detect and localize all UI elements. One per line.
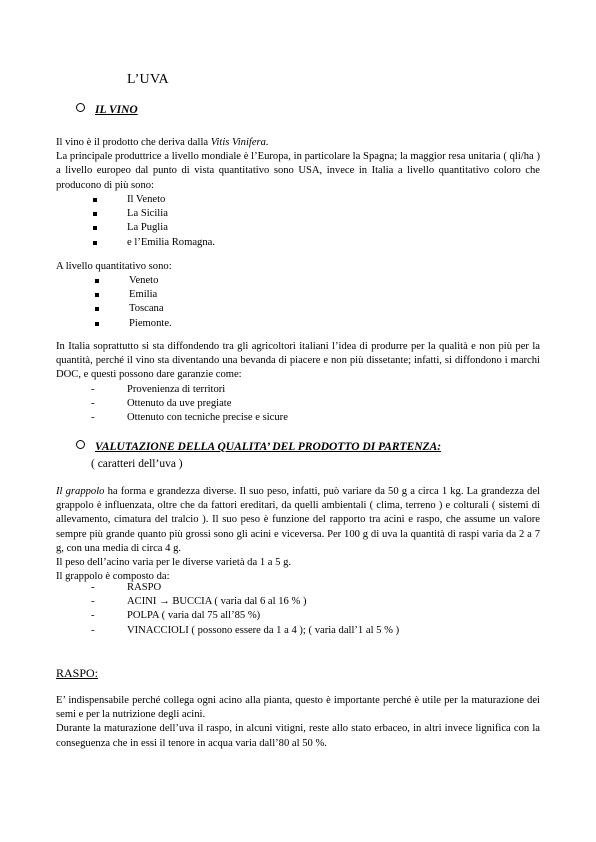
list-item xyxy=(88,581,399,595)
circle-bullet-icon xyxy=(76,440,85,449)
dash-bullet-icon: - xyxy=(91,412,95,424)
square-bullet-icon xyxy=(95,322,99,326)
list-item xyxy=(90,302,172,316)
list-item xyxy=(90,274,172,288)
grappolo-term: Il grappolo xyxy=(56,486,105,497)
section-heading-text: VALUTAZIONE DELLA QUALITA’ DEL PRODOTTO DI PARTENZA: xyxy=(95,441,442,453)
dash-bullet-icon: - xyxy=(91,624,95,636)
square-bullet-icon xyxy=(93,226,97,230)
list-item-text: RASPO xyxy=(127,582,162,593)
list-item-text: Provenienza di territori xyxy=(127,384,226,395)
section-heading-text: IL VINO xyxy=(95,104,138,116)
species-name: Vitis Vinifera. xyxy=(210,137,269,148)
regions-quant-list xyxy=(90,274,172,331)
dash-bullet-icon: - xyxy=(91,398,95,410)
list-item xyxy=(88,383,288,397)
grappolo-text xyxy=(56,485,540,556)
list-item xyxy=(88,609,399,623)
list-item xyxy=(88,624,399,638)
list-item-text: ACINI → BUCCIA ( varia dal 6 al 16 % ) xyxy=(127,596,307,608)
square-bullet-icon xyxy=(93,212,97,216)
guarantees-list xyxy=(88,383,288,426)
circle-bullet-icon xyxy=(76,103,85,112)
composed-text: Il grappolo è composto da: xyxy=(56,571,170,583)
list-item xyxy=(88,397,288,411)
regions-top-list xyxy=(88,193,215,250)
list-item xyxy=(88,595,399,609)
quant-intro: A livello quantitativo sono: xyxy=(56,261,172,272)
intro-text: Il vino è il prodotto che deriva dalla xyxy=(56,137,211,148)
raspo-paragraph-1: E’ indispensabile perché collega ogni acino alla pianta, questo è importante perché è utile per la maturazione dei semi e per la nutrizione degli acini. xyxy=(56,695,540,721)
production-paragraph: La principale produttrice a livello mondiale è l’Europa, in particolare la Spagna; la maggior resa unitaria ( qli/ha ) a livello europeo dal punto di vista quantitativo sono USA, invece in Italia a livello quantitativo coloro che producono di più sono: xyxy=(56,151,540,191)
quality-paragraph: In Italia soprattutto si sta diffondendo tra gli agricoltori italiani l’idea di produrre per la qualità e non più per la quantità, perché il vino sta diventando una bevanda di piacere e non più dissetante; infatti, si diffondono i marchi DOC, e questi possono dare garanzie come: xyxy=(56,341,540,381)
raspo-heading: RASPO: xyxy=(56,666,99,680)
list-item-text: e l’Emilia Romagna. xyxy=(127,236,215,248)
list-item-text: Toscana xyxy=(129,303,164,315)
list-item-text: Il Veneto xyxy=(127,194,166,205)
section-heading-il-vino xyxy=(76,104,138,116)
list-item xyxy=(90,288,172,302)
list-item xyxy=(90,317,172,331)
list-item xyxy=(88,207,215,221)
grappolo-paragraph xyxy=(56,485,540,584)
intro-line xyxy=(56,136,540,150)
list-item-text: Veneto xyxy=(129,275,159,286)
acino-text: Il peso dell’acino varia per le diverse varietà da 1 a 5 g. xyxy=(56,557,292,569)
square-bullet-icon xyxy=(95,307,99,311)
list-item xyxy=(88,236,215,250)
list-item-text: Piemonte. xyxy=(129,317,172,329)
list-item-text: Ottenuto da uve pregiate xyxy=(127,398,232,410)
list-item-text: POLPA ( varia dal 75 all’85 %) xyxy=(127,610,261,622)
dash-bullet-icon: - xyxy=(91,582,95,593)
paragraph-intro xyxy=(56,136,540,193)
square-bullet-icon xyxy=(93,241,97,245)
dash-bullet-icon: - xyxy=(91,610,95,622)
square-bullet-icon xyxy=(93,198,97,202)
list-item xyxy=(88,221,215,235)
section-subheading: ( caratteri dell’uva ) xyxy=(91,458,183,470)
list-item-text: La Puglia xyxy=(127,222,168,234)
square-bullet-icon xyxy=(95,279,99,283)
list-item-text: Ottenuto con tecniche precise e sicure xyxy=(127,412,288,424)
dash-bullet-icon: - xyxy=(91,596,95,608)
square-bullet-icon xyxy=(95,293,99,297)
list-item-text: La Sicilia xyxy=(127,208,168,220)
list-item xyxy=(88,411,288,425)
dash-bullet-icon: - xyxy=(91,384,95,395)
page-title: L’UVA xyxy=(127,72,169,87)
list-item-text: VINACCIOLI ( possono essere da 1 a 4 ); ( varia dall’1 al 5 % ) xyxy=(127,624,400,636)
section-heading-valutazione xyxy=(76,441,441,453)
components-list xyxy=(88,581,399,638)
list-item-text: Emilia xyxy=(129,289,158,301)
grappolo-body: ha forma e grandezza diverse. Il suo peso, infatti, può variare da 50 g a circa 1 kg. La grandezza del grappolo è influenzata, oltre che da fattori ereditari, da quelli ambientali ( clima, terreno ) e colturali ( sistemi di allevamento, cimatura del tralcio ). Il suo peso è funzione del rapporto tra acini e raspo, che assume un valore sempre più grande quanto più grossi sono gli acini e viceversa. Per 100 g di uva la quantità di raspi varia da 2 a 7 g, con una media di circa 4 g. xyxy=(56,486,540,554)
raspo-paragraph-2: Durante la maturazione dell’uva il raspo, in alcuni vitigni, reste allo stato erbaceo, in altri invece lignifica con la conseguenza che in essi il tenore in acqua varia dall’80 al 50 %. xyxy=(56,723,540,749)
list-item xyxy=(88,193,215,207)
raspo-paragraphs xyxy=(56,694,540,751)
